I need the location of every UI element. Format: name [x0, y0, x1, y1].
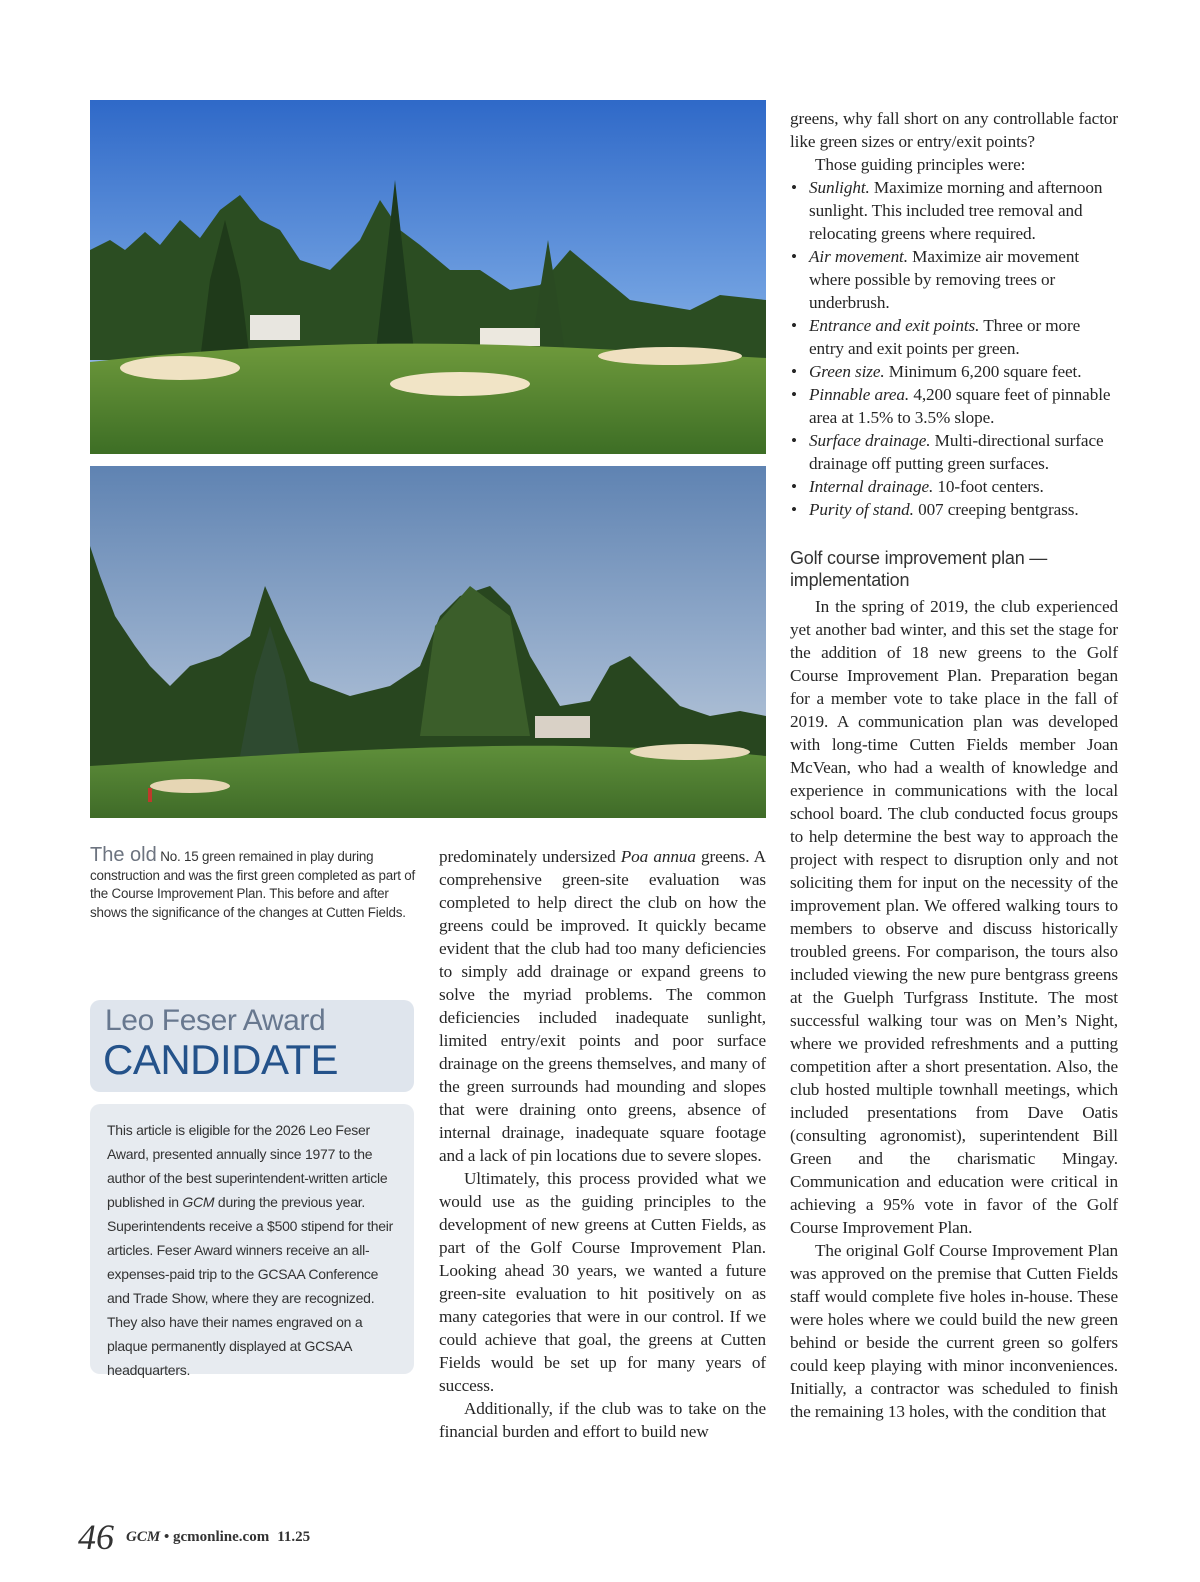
section-subheading: Golf course improvement plan — implementation: [790, 548, 1048, 590]
body-paragraph: The original Golf Course Improvement Plan was approved on the premise that Cutten Fields staff would complete five holes in-house. These were holes where we could build the new green behind or beside the current green so golfers could keep playing with minor inconveniences. Initially, a contractor was scheduled to finish the remaining 13 holes, with the condition that: [790, 1241, 1118, 1421]
article-column-middle: [439, 845, 766, 1443]
list-item: • Pinnable area. 4,200 square feet of pinnable area at 1.5% to 3.5% slope.: [790, 383, 1118, 429]
list-item: • Air movement. Maximize air movement where possible by removing trees or underbrush.: [790, 245, 1118, 314]
award-text-start: This article is eligible for the 2026 Leo Feser Award, presented annually since 1977 to the author of the best superintendent-written article published in: [107, 1122, 388, 1210]
website-url: gcmonline.com: [172, 1528, 270, 1545]
article-column-right: [790, 107, 1118, 1423]
list-item: • Internal drainage. 10-foot centers.: [790, 475, 1118, 498]
page-footer: [78, 1516, 310, 1558]
publication-name: GCM: [126, 1528, 161, 1545]
publication-info: [126, 1529, 269, 1545]
after-photo: [90, 466, 766, 818]
footer-separator: •: [160, 1528, 173, 1545]
award-text-end: during the previous year. Superintendents receive a $500 stipend for their articles. Feser Award winners receive an all-expenses-paid trip to the GCSAA Conference and Trade Show, where they are recognized. They also have their names engraved on a plaque permanently displayed at GCSAA headquarters.: [107, 1194, 394, 1378]
body-paragraph: predominately undersized Poa annua greens. A comprehensive green-site evaluation was completed to help direct the club on how the greens could be improved. It quickly became evident that the club had too many deficiencies to simply add drainage or expand greens to solve the myriad problems. The common deficiencies included inadequate sunlight, limited entry/exit points and poor surface drainage on the greens themselves, and many of the green surrounds had mounding and slopes that were draining onto greens, absence of internal drainage, inadequate square footage and a lack of pin locations due to severe slopes.: [439, 847, 766, 1165]
photo-caption: [90, 846, 420, 922]
caption-lead: The old: [90, 844, 157, 866]
award-heading-box: [90, 1000, 414, 1092]
before-photo: [90, 100, 766, 454]
list-item: • Surface drainage. Multi-directional surface drainage off putting green surfaces.: [790, 429, 1118, 475]
body-paragraph: In the spring of 2019, the club experienced yet another bad winter, and this set the stage for the addition of 18 new greens to the Golf Course Improvement Plan. Preparation began for a member vote to take place in the fall of 2019. A communication plan was developed with long-time Cutten Fields member Joan McVean, who had a wealth of knowledge and experience in communications with the local school board. The club conducted focus groups to help determine the best way to approach the project with respect to disruption only and not soliciting them for input on the necessity of the improvement plan. We offered walking tours to members to observe and discuss historically troubled greens. For comparison, the tours also included viewing the new pure bentgrass greens at the Guelph Turfgrass Institute. The most successful walking tour was on Men’s Night, where we provided refreshments and a putting competition after a short presentation. Also, the club hosted multiple townhall meetings, which included presentations from Dave Oatis (consulting agronomist), superintendent Bill Green and the charismatic Mingay. Communication and education were critical in achieving a 95% vote in favor of the Golf Course Improvement Plan.: [790, 597, 1118, 1237]
list-item: • Purity of stand. 007 creeping bentgrass.: [790, 498, 1118, 521]
body-paragraph: Additionally, if the club was to take on the financial burden and effort to build new: [439, 1399, 766, 1441]
body-paragraph: Ultimately, this process provided what we would use as the guiding principles to the development of new greens at Cutten Fields, as part of the Golf Course Improvement Plan. Looking ahead 30 years, we wanted a future green-site evaluation to hit positively on as many categories that were in our control. If we could achieve that goal, the greens at Cutten Fields would be set up for many years of success.: [439, 1169, 766, 1395]
body-paragraph: Those guiding principles were:: [815, 155, 1026, 174]
body-paragraph: greens, why fall short on any controllable factor like green sizes or entry/exit points?: [790, 109, 1118, 151]
page-number: 46: [78, 1517, 114, 1557]
caption-text: No. 15 green remained in play during construction and was the first green completed as part of the Course Improvement Plan. This before and after shows the significance of the changes at Cutten Fields.: [90, 849, 416, 920]
list-item: • Green size. Minimum 6,200 square feet.: [790, 360, 1118, 383]
list-item: • Sunlight. Maximize morning and afternoon sunlight. This included tree removal and relocating greens where required.: [790, 176, 1118, 245]
list-item: • Entrance and exit points. Three or more entry and exit points per green.: [790, 314, 1118, 360]
award-title: Leo Feser Award: [105, 1004, 326, 1037]
award-description-box: [90, 1104, 414, 1378]
issue-date: 11.25: [277, 1528, 311, 1545]
award-text-gcm: GCM: [182, 1194, 215, 1210]
guiding-principles-list: [790, 176, 1118, 521]
award-candidate-label: CANDIDATE: [103, 1036, 339, 1083]
